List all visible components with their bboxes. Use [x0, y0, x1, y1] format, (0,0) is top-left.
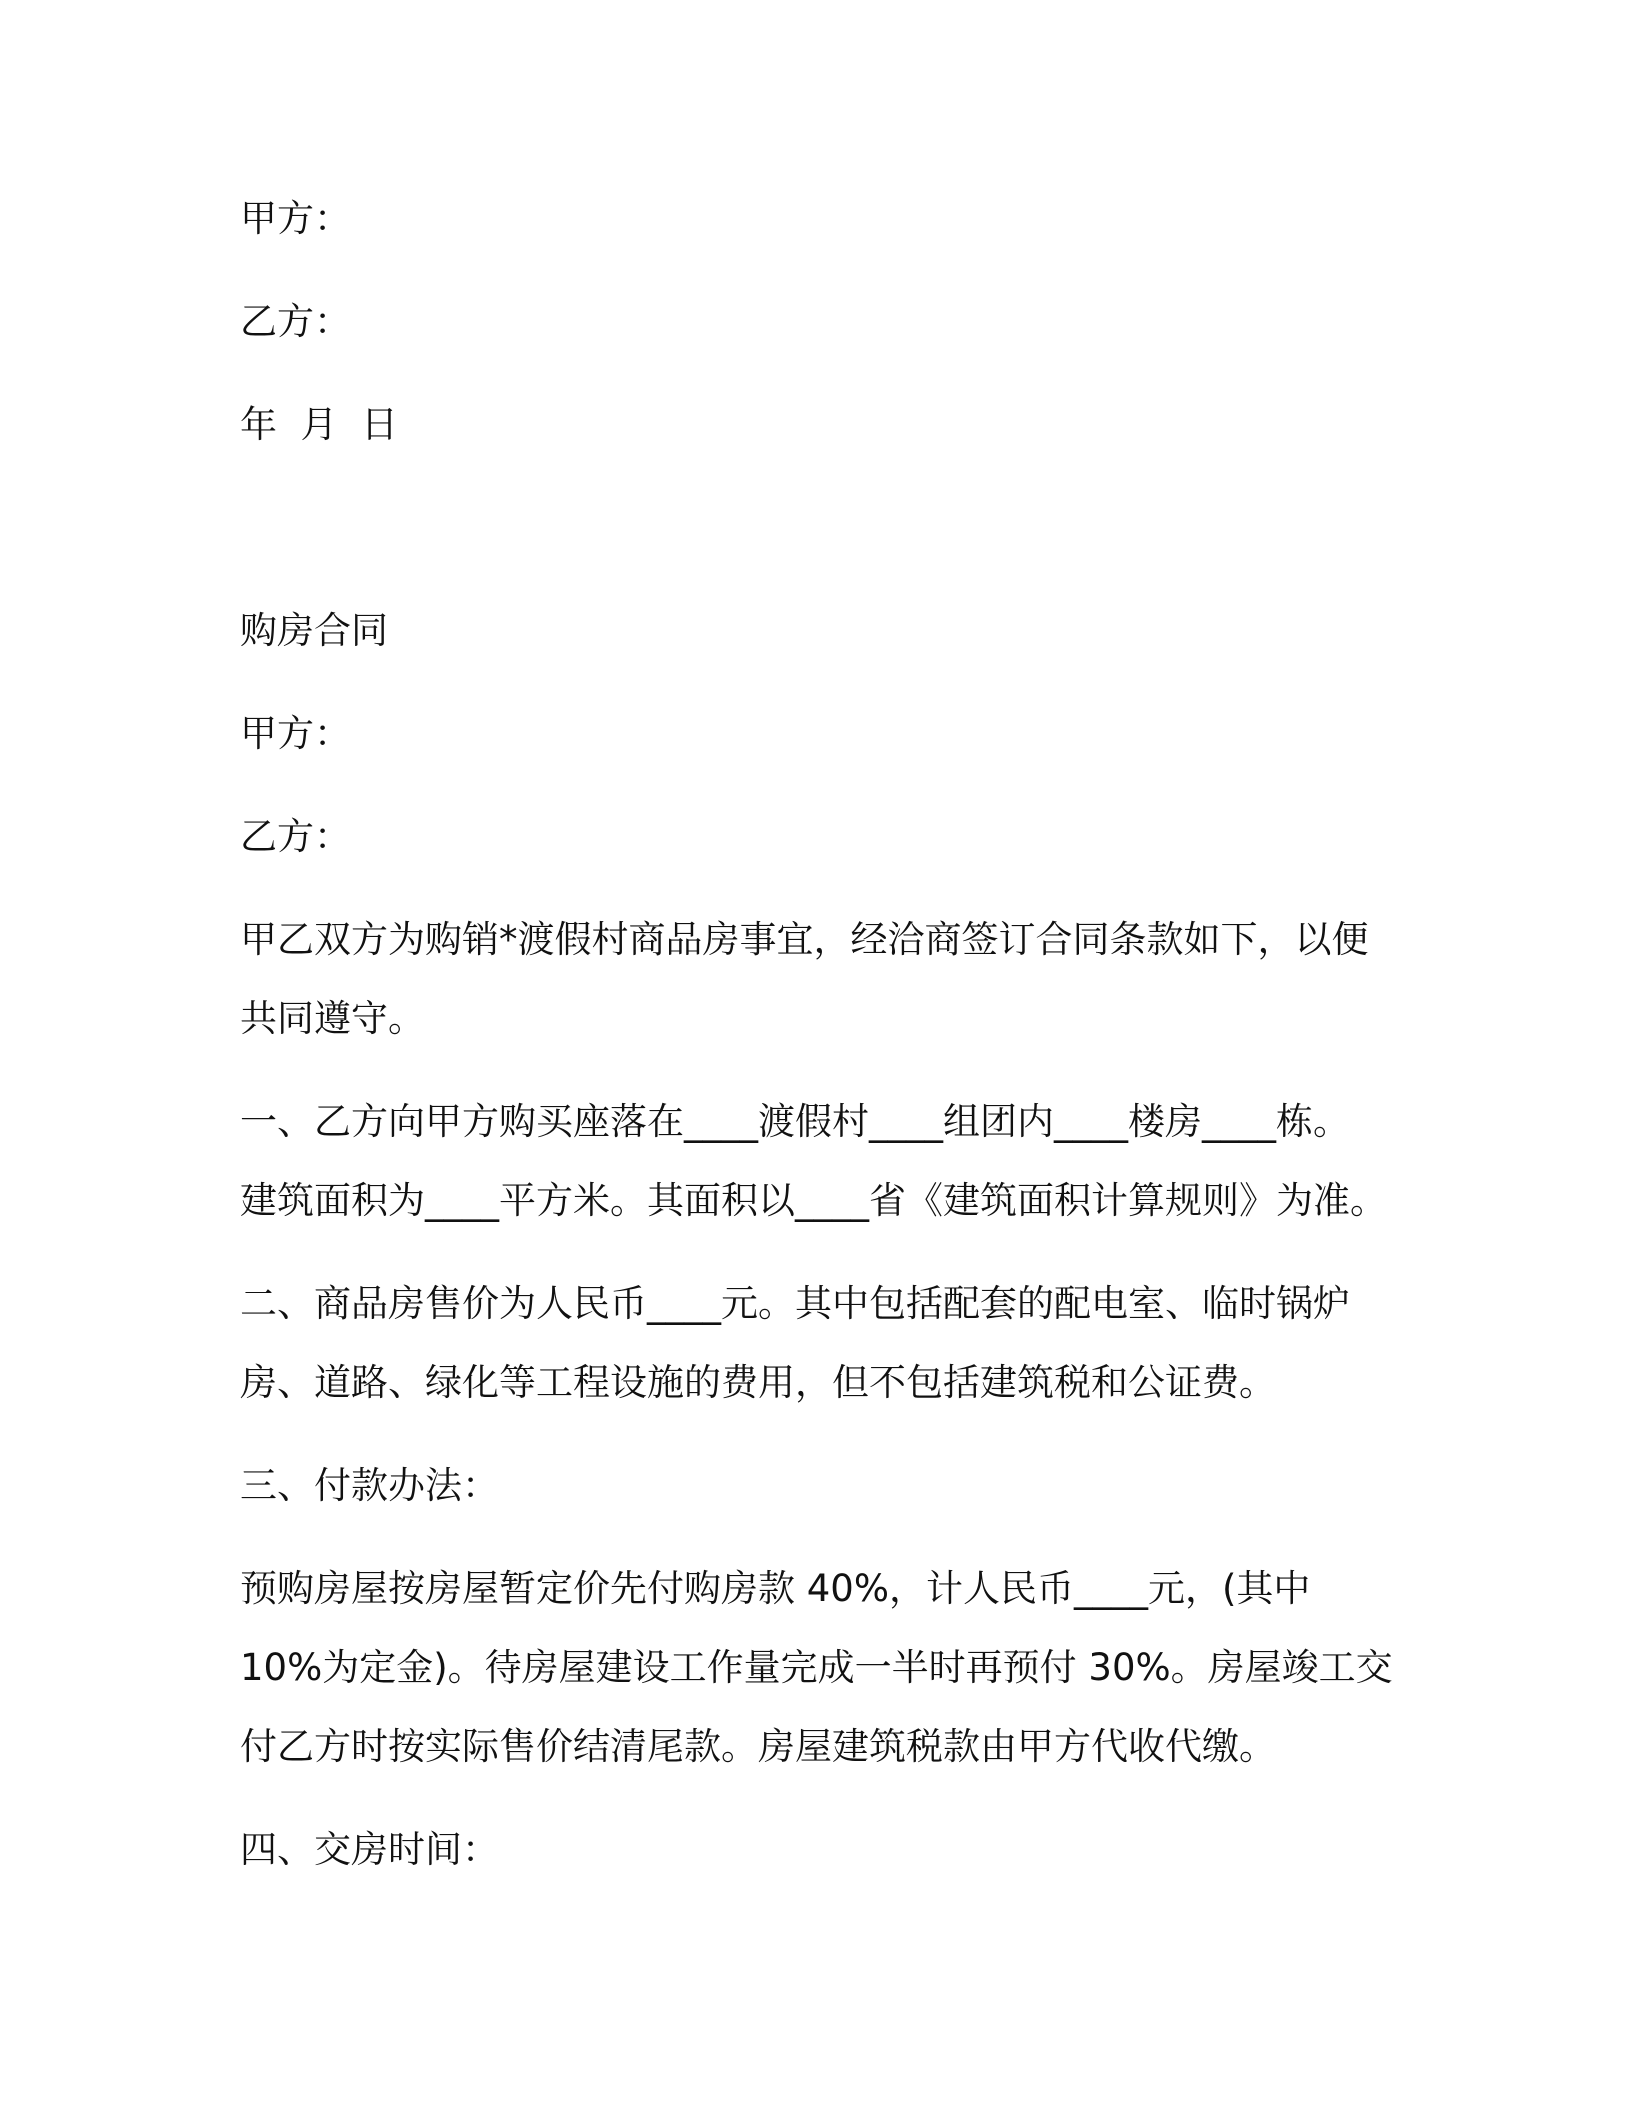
- clause-2-line-1: 二、商品房售价为人民币____元。其中包括配套的配电室、临时锅炉: [240, 1282, 1350, 1325]
- contract-party-b: 乙方：: [240, 815, 351, 858]
- clause-3-line-3: 付乙方时按实际售价结清尾款。房屋建筑税款由甲方代收代缴。: [240, 1725, 1276, 1768]
- clause-2-line-2: 房、道路、绿化等工程设施的费用，但不包括建筑税和公证费。: [240, 1361, 1276, 1404]
- clause-4-heading: 四、交房时间：: [240, 1828, 499, 1871]
- clause-1-line-1: 一、乙方向甲方购买座落在____渡假村____组团内____楼房____栋。: [240, 1100, 1350, 1143]
- cover-party-a: 甲方：: [240, 197, 351, 240]
- contract-title: 购房合同: [240, 609, 388, 652]
- cover-date: 年 月 日: [240, 403, 399, 446]
- clause-3-heading: 三、付款办法：: [240, 1464, 499, 1507]
- clause-3-line-2: 10%为定金)。待房屋建设工作量完成一半时再预付 30%。房屋竣工交: [240, 1646, 1393, 1689]
- contract-party-a: 甲方：: [240, 712, 351, 755]
- intro-line-1: 甲乙双方为购销*渡假村商品房事宜，经洽商签订合同条款如下，以便: [240, 918, 1369, 961]
- intro-line-2: 共同遵守。: [240, 997, 425, 1040]
- clause-1-line-2: 建筑面积为____平方米。其面积以____省《建筑面积计算规则》为准。: [240, 1179, 1387, 1222]
- cover-party-b: 乙方：: [240, 300, 351, 343]
- clause-3-line-1: 预购房屋按房屋暂定价先付购房款 40%，计人民币____元，(其中: [240, 1567, 1311, 1610]
